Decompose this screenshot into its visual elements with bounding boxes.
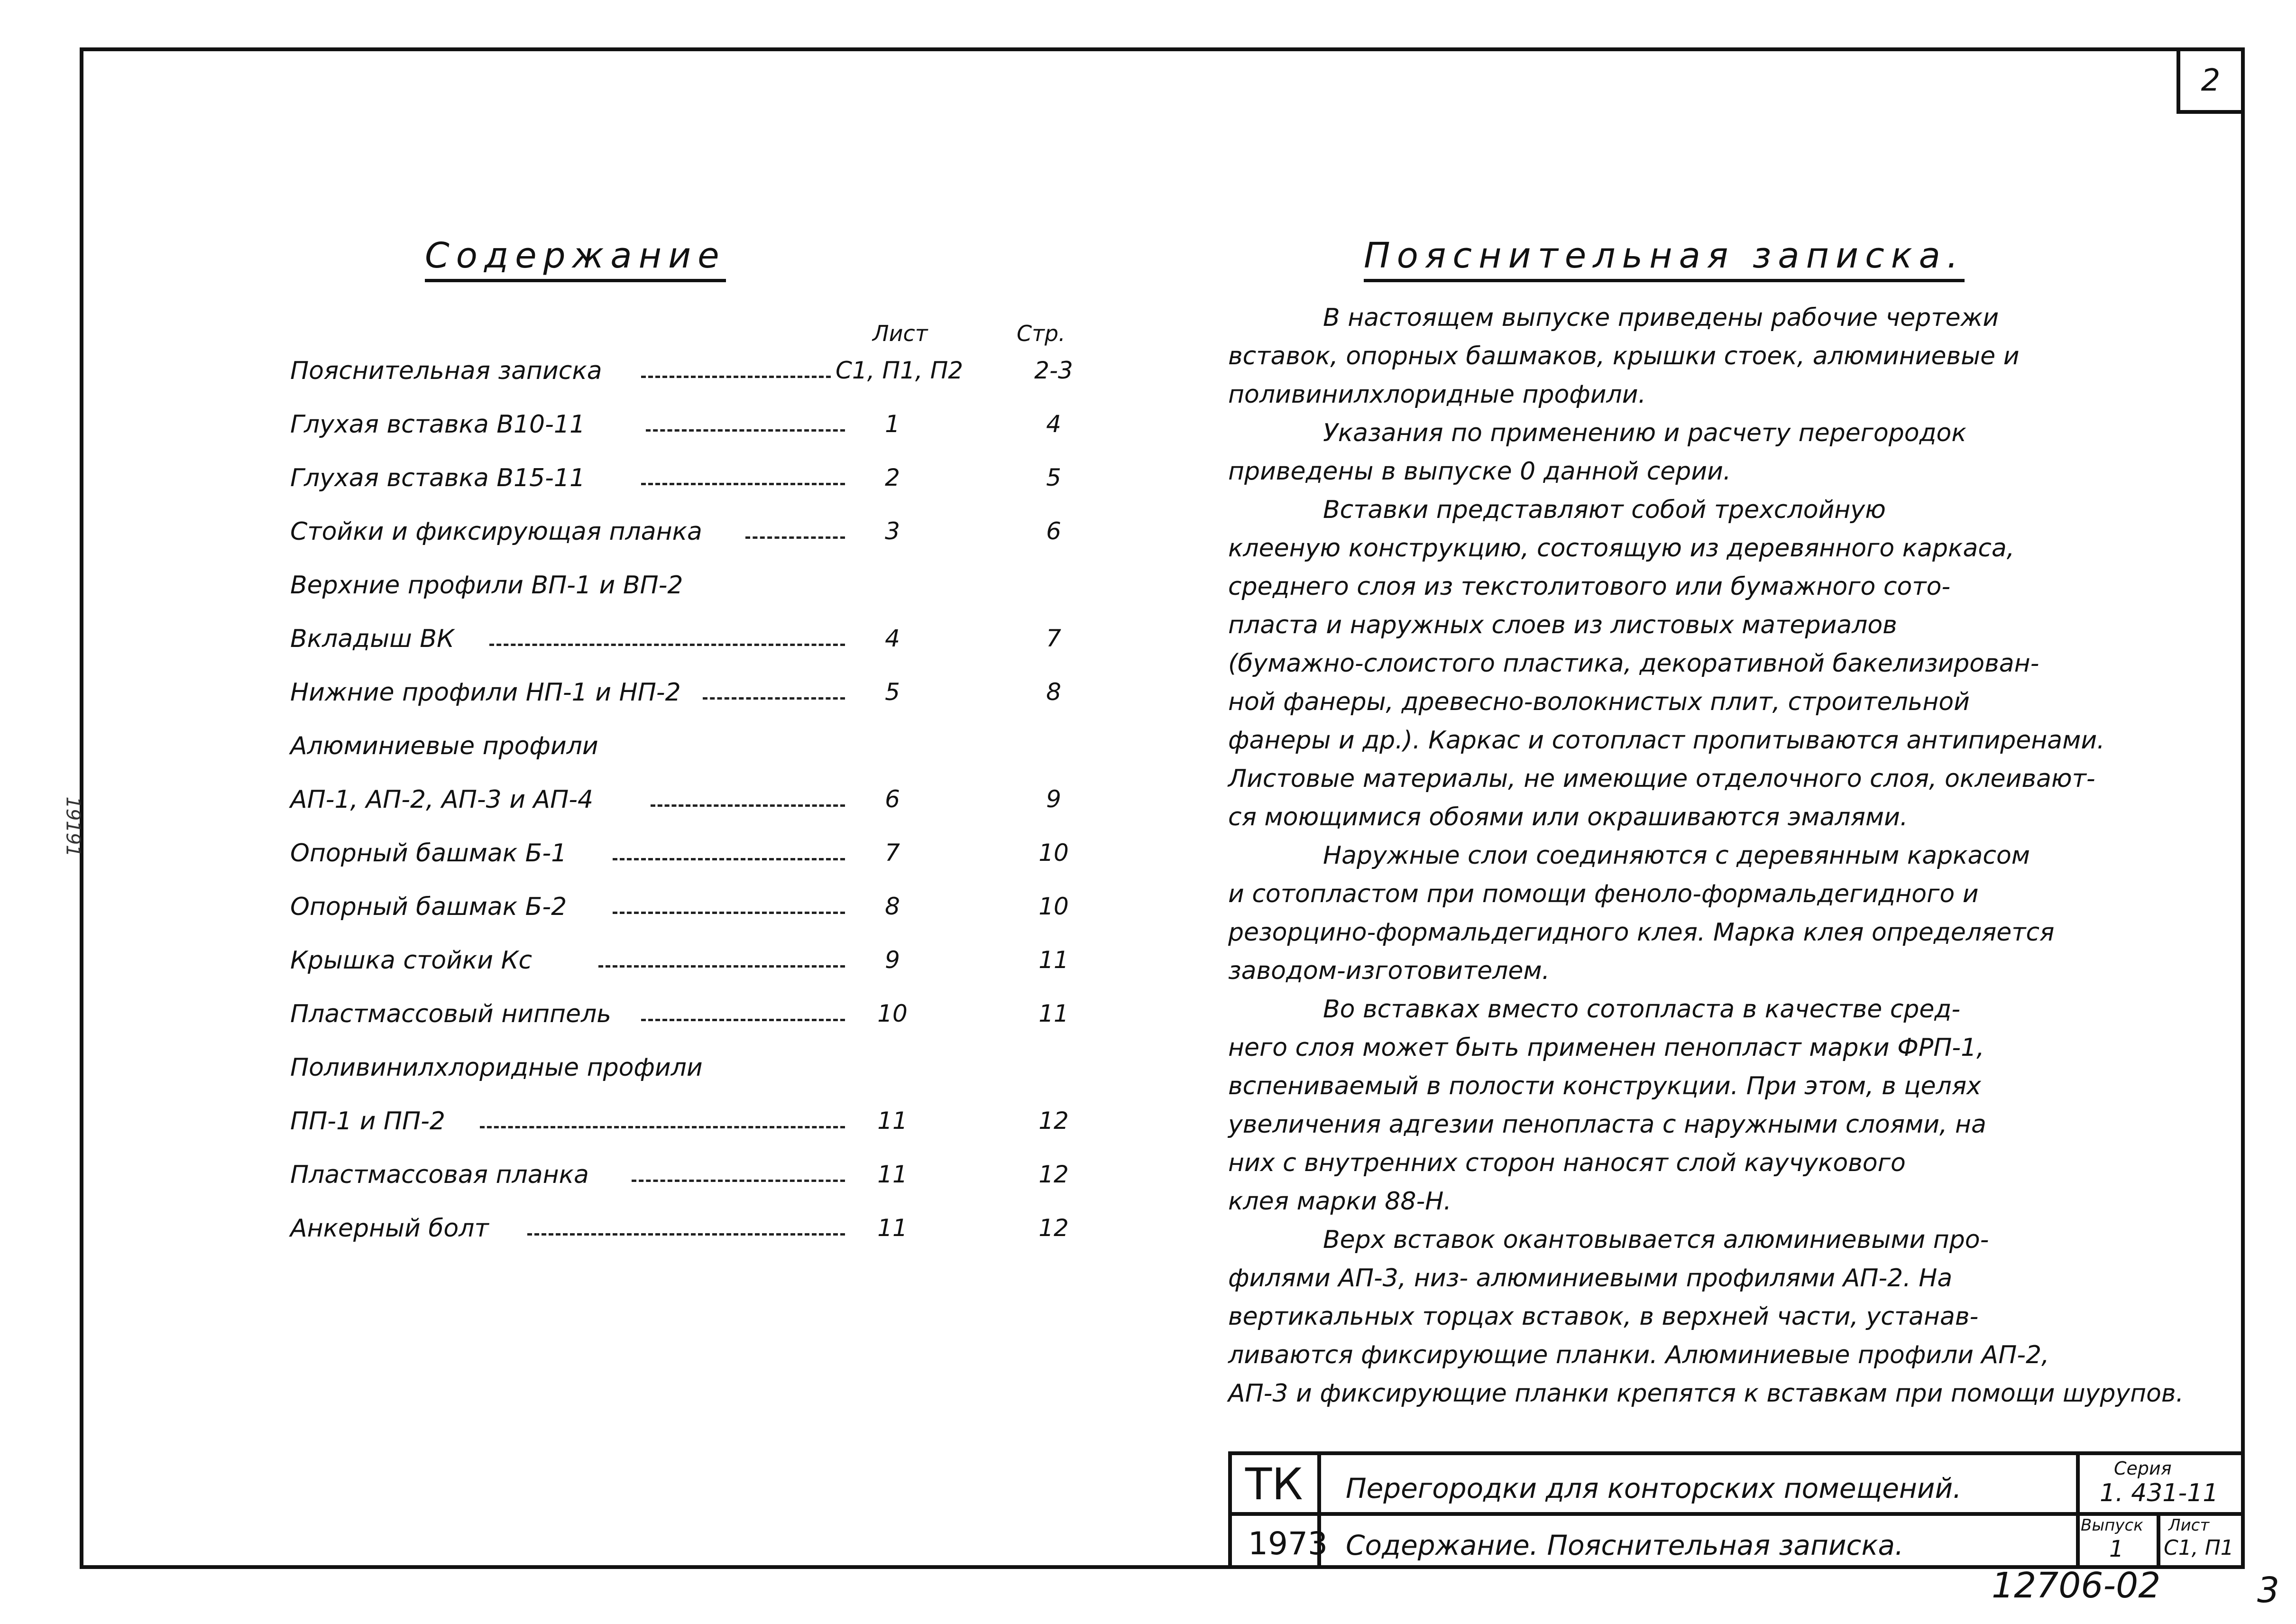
toc-page: 11 (1038, 946, 1069, 974)
toc-row (290, 517, 1125, 571)
toc-title: Вкладыш ВК (290, 625, 454, 653)
note-line: пласта и наружных слоев из листовых материалов (1228, 611, 1897, 639)
note-line: Наружные слои соединяются с деревянным каркасом (1323, 841, 2030, 870)
note-line: фанеры и др.). Каркас и сотопласт пропитываются антипиренами. (1228, 726, 2105, 755)
toc-leader (651, 804, 845, 807)
series-value: 1. 431-11 (2100, 1479, 2219, 1507)
title-block-divider (2076, 1455, 2080, 1569)
note-line: клееную конструкцию, состоящую из деревянного каркаса, (1228, 534, 2015, 563)
toc-title: Опорный башмак Б-1 (290, 839, 567, 867)
toc-sheet: 7 (885, 839, 900, 867)
note-line: ся моющимися обоями или окрашиваются эмалями. (1228, 803, 1908, 831)
toc-page: 9 (1046, 785, 1061, 813)
note-line: приведены в выпуске 0 данной серии. (1228, 457, 1731, 486)
toc-row (290, 1000, 1125, 1053)
note-line: среднего слоя из текстолитового или бумажного сото- (1228, 572, 1951, 601)
toc-sheet: 6 (885, 785, 900, 813)
toc-title: Нижние профили НП-1 и НП-2 (290, 678, 681, 707)
toc-title: Глухая вставка В15-11 (290, 464, 586, 492)
toc-sheet: 11 (877, 1214, 908, 1242)
note-line: вспениваемый в полости конструкции. При этом, в целях (1228, 1072, 1981, 1100)
note-line: него слоя может быть применен пенопласт марки ФРП-1, (1228, 1033, 1984, 1062)
note-line: Во вставках вместо сотопласта в качестве сред- (1323, 995, 1961, 1024)
toc-row (290, 410, 1125, 464)
title-block-divider (2157, 1512, 2160, 1569)
toc-sheet: 8 (885, 893, 900, 920)
contents-col-sheet: Лист (872, 321, 928, 346)
toc-leader (613, 858, 845, 860)
note-line: резорцино-формальдегидного клея. Марка клея определяется (1228, 918, 2055, 947)
toc-page: 8 (1046, 678, 1061, 706)
toc-leader (489, 644, 845, 646)
contents-list (290, 357, 1125, 1268)
toc-row (290, 625, 1125, 678)
note-line: поливинилхлоридные профили. (1228, 380, 1646, 409)
note-line: Листовые материалы, не имеющие отделочного слоя, оклеивают- (1228, 765, 2095, 793)
year: 1973 (1248, 1525, 1328, 1562)
corner-mark: 3 (2257, 1570, 2280, 1611)
toc-leader (641, 376, 831, 378)
toc-leader (641, 483, 845, 485)
toc-sheet: 9 (885, 946, 900, 974)
toc-page: 12 (1038, 1161, 1069, 1188)
project-title: Перегородки для конторских помещений. (1346, 1472, 1962, 1504)
toc-page: 12 (1038, 1107, 1069, 1135)
issue-value: 1 (2109, 1536, 2124, 1562)
toc-title: ПП-1 и ПП-2 (290, 1107, 445, 1135)
toc-row (290, 839, 1125, 893)
toc-leader (745, 536, 845, 539)
note-line: увеличения адгезии пенопласта с наружными слоями, на (1228, 1110, 1986, 1139)
page-number: 2 (2201, 63, 2221, 98)
toc-sheet: 11 (877, 1107, 908, 1135)
toc-leader (598, 965, 845, 968)
toc-row (290, 1214, 1125, 1268)
toc-row (290, 357, 1125, 410)
note-line: филями АП-3, низ- алюминиевыми профилями АП-2. На (1228, 1264, 1953, 1292)
toc-sheet: 2 (885, 464, 900, 491)
note-title: Пояснительная записка. (1364, 235, 1965, 282)
sheet-title: Содержание. Пояснительная записка. (1346, 1529, 1904, 1561)
toc-title: Поливинилхлоридные профили (290, 1053, 703, 1082)
toc-row (290, 464, 1125, 517)
toc-title: Стойки и фиксирующая планка (290, 517, 702, 546)
note-line: клея марки 88-Н. (1228, 1187, 1451, 1216)
note-line: и сотопластом при помощи феноло-формальдегидного и (1228, 880, 1979, 908)
toc-row (290, 571, 1125, 625)
toc-page: 4 (1046, 410, 1061, 438)
toc-title: Опорный башмак Б-2 (290, 893, 567, 921)
toc-leader (613, 912, 845, 914)
note-line: ной фанеры, древесно-волокнистых плит, строительной (1228, 688, 1970, 716)
toc-title: Пояснительная записка (290, 357, 602, 385)
toc-row (290, 785, 1125, 839)
toc-page: 7 (1046, 625, 1061, 652)
sheet-label: Лист (2168, 1516, 2210, 1535)
toc-row (290, 1107, 1125, 1161)
note-line: заводом-изготовителем. (1228, 957, 1550, 985)
toc-leader (480, 1126, 845, 1128)
title-block-row-divider (1232, 1512, 2245, 1516)
toc-page: 10 (1038, 893, 1069, 920)
toc-page: 12 (1038, 1214, 1069, 1242)
toc-sheet: 10 (877, 1000, 908, 1027)
toc-row (290, 732, 1125, 785)
toc-title: Глухая вставка В10-11 (290, 410, 586, 439)
toc-title: Верхние профили ВП-1 и ВП-2 (290, 571, 683, 600)
toc-row (290, 893, 1125, 946)
note-line: (бумажно-слоистого пластика, декоративной бакелизирован- (1228, 649, 2039, 678)
toc-title: Пластмассовый ниппель (290, 1000, 611, 1028)
contents-col-page: Стр. (1017, 321, 1065, 346)
contents-title: Содержание (425, 235, 726, 282)
toc-page: 2-3 (1034, 357, 1073, 384)
toc-title: Алюминиевые профили (290, 732, 598, 760)
note-line: вертикальных торцах вставок, в верхней части, устанав- (1228, 1302, 1979, 1331)
note-line: АП-3 и фиксирующие планки крепятся к вставкам при помощи шурупов. (1228, 1379, 2184, 1408)
toc-page: 10 (1038, 839, 1069, 867)
note-line: вставок, опорных башмаков, крышки стоек, алюминиевые и (1228, 342, 2020, 370)
toc-sheet: С1, П1, П2 (836, 357, 964, 384)
toc-sheet: 1 (885, 410, 900, 438)
series-label: Серия (2114, 1458, 2172, 1479)
toc-title: АП-1, АП-2, АП-3 и АП-4 (290, 785, 594, 814)
toc-page: 6 (1046, 517, 1061, 545)
sheet-value: С1, П1 (2164, 1536, 2234, 1560)
toc-page: 5 (1046, 464, 1061, 491)
toc-sheet: 4 (885, 625, 900, 652)
toc-title: Анкерный болт (290, 1214, 489, 1243)
toc-leader (527, 1233, 845, 1236)
note-line: ливаются фиксирующие планки. Алюминиевые профили АП-2, (1228, 1341, 2049, 1369)
toc-title: Крышка стойки Кс (290, 946, 533, 975)
toc-sheet: 11 (877, 1161, 908, 1188)
note-line: них с внутренних сторон наносят слой каучукового (1228, 1149, 1906, 1177)
toc-leader (646, 429, 845, 432)
toc-leader (703, 697, 845, 700)
toc-row (290, 1053, 1125, 1107)
page-number-box (2177, 47, 2245, 114)
toc-leader (641, 1019, 845, 1021)
toc-page: 11 (1038, 1000, 1069, 1027)
toc-sheet: 3 (885, 517, 900, 545)
toc-row (290, 1161, 1125, 1214)
note-line: В настоящем выпуске приведены рабочие чертежи (1323, 304, 1999, 332)
toc-row (290, 678, 1125, 732)
toc-leader (632, 1180, 845, 1182)
toc-sheet: 5 (885, 678, 900, 706)
note-line: Указания по применению и расчету перегородок (1323, 419, 1966, 447)
org-code: ТК (1245, 1459, 1303, 1510)
note-line: Вставки представляют собой трехслойную (1323, 496, 1886, 524)
toc-row (290, 946, 1125, 1000)
note-line: Верх вставок окантовывается алюминиевыми про- (1323, 1226, 1989, 1254)
title-block (1228, 1451, 2245, 1569)
toc-title: Пластмассовая планка (290, 1161, 589, 1189)
note-body (1228, 304, 2195, 1418)
side-mark: 19191 (62, 796, 84, 857)
issue-label: Выпуск (2081, 1516, 2143, 1535)
archive-number: 12706-02 (1992, 1565, 2161, 1606)
